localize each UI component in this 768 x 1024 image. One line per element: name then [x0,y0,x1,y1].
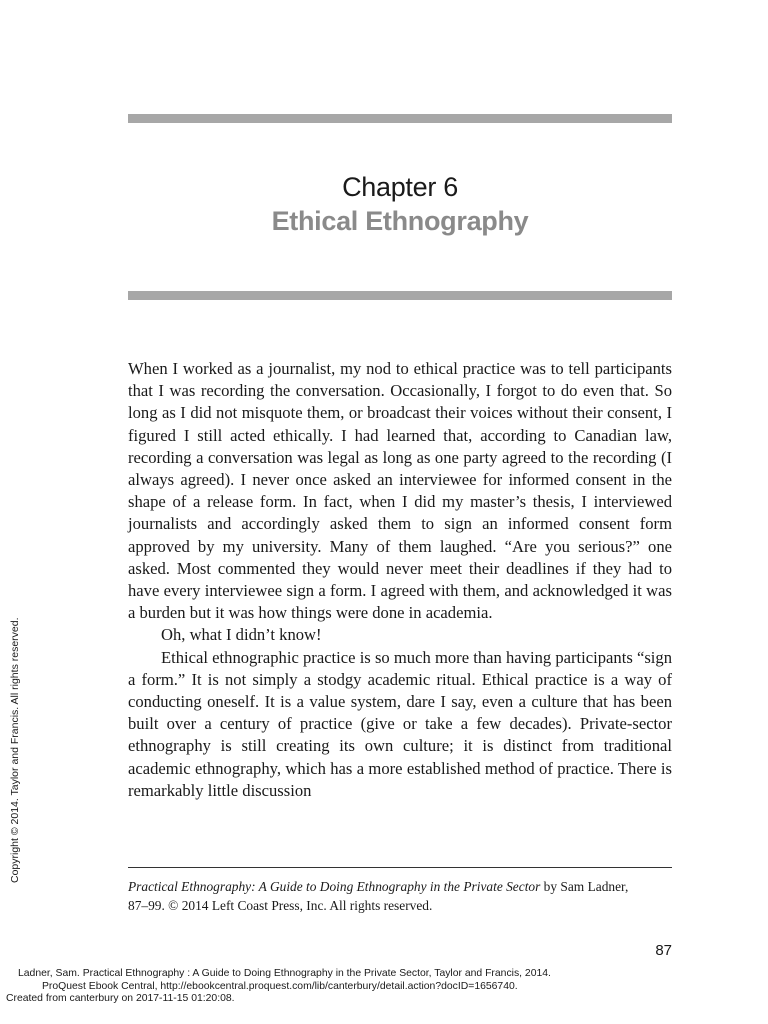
paragraph: Ethical ethnographic practice is so much more than having participants “sign a form.” It is not simply a stodgy academic ritual. Ethical practice is a way of conducting oneself. It is a value system, dare I say, even a culture that has been built over a century of practice (give or take a few decades). Private-sector ethnography is still creating its own culture; it is distinct from traditional academic ethnography, which has a more established method of practice. There is remarkably little discussion [128,647,672,800]
page-number: 87 [655,942,672,959]
footnote-copyright: 87–99. © 2014 Left Coast Press, Inc. All rights reserved. [128,898,433,913]
side-copyright-notice: Copyright © 2014. Taylor and Francis. All rights reserved. [9,617,21,883]
footnote [128,877,672,915]
citation-line: Created from canterbury on 2017-11-15 01:20:08. [6,993,235,1005]
chapter-top-rule [128,114,672,123]
footnote-author: by Sam Ladner, [540,879,629,894]
chapter-title: Ethical Ethnography [271,206,529,236]
footnote-book-title: Practical Ethnography: A Guide to Doing Ethnography in the Private Sector [128,879,541,894]
citation-footer [0,968,768,1006]
body-text [128,358,672,802]
citation-line: Ladner, Sam. Practical Ethnography : A Guide to Doing Ethnography in the Private Sector, Taylor and Francis, 2014. [18,968,551,979]
citation-line: ProQuest Ebook Central, http://ebookcentral.proquest.com/lib/canterbury/detail.action?docID=1656740. [42,980,518,992]
chapter-bottom-rule [128,291,672,300]
chapter-label: Chapter 6 [342,172,458,202]
paragraph: When I worked as a journalist, my nod to ethical practice was to tell participants that I was recording the conversation. Occasionally, I forgot to do even that. So long as I did not misquote them, or broadcast their voices without their consent, I figured I still acted ethically. I had learned that, according to Canadian law, recording a conversation was legal as long as one party agreed to the recording (I always agreed). I never once asked an interviewee for informed consent in the shape of a release form. In fact, when I did my master’s thesis, I interviewed journalists and accordingly asked them to sign an informed consent form approved by my university. Many of them laughed. “Are you serious?” one asked. Most commented they would never meet their deadlines if they had to have every interviewee sign a form. I agreed with them, and acknowledged it was a burden but it was how things were done in academia. [128,359,672,623]
footnote-rule [128,867,672,868]
paragraph: Oh, what I didn’t know! [161,625,322,645]
